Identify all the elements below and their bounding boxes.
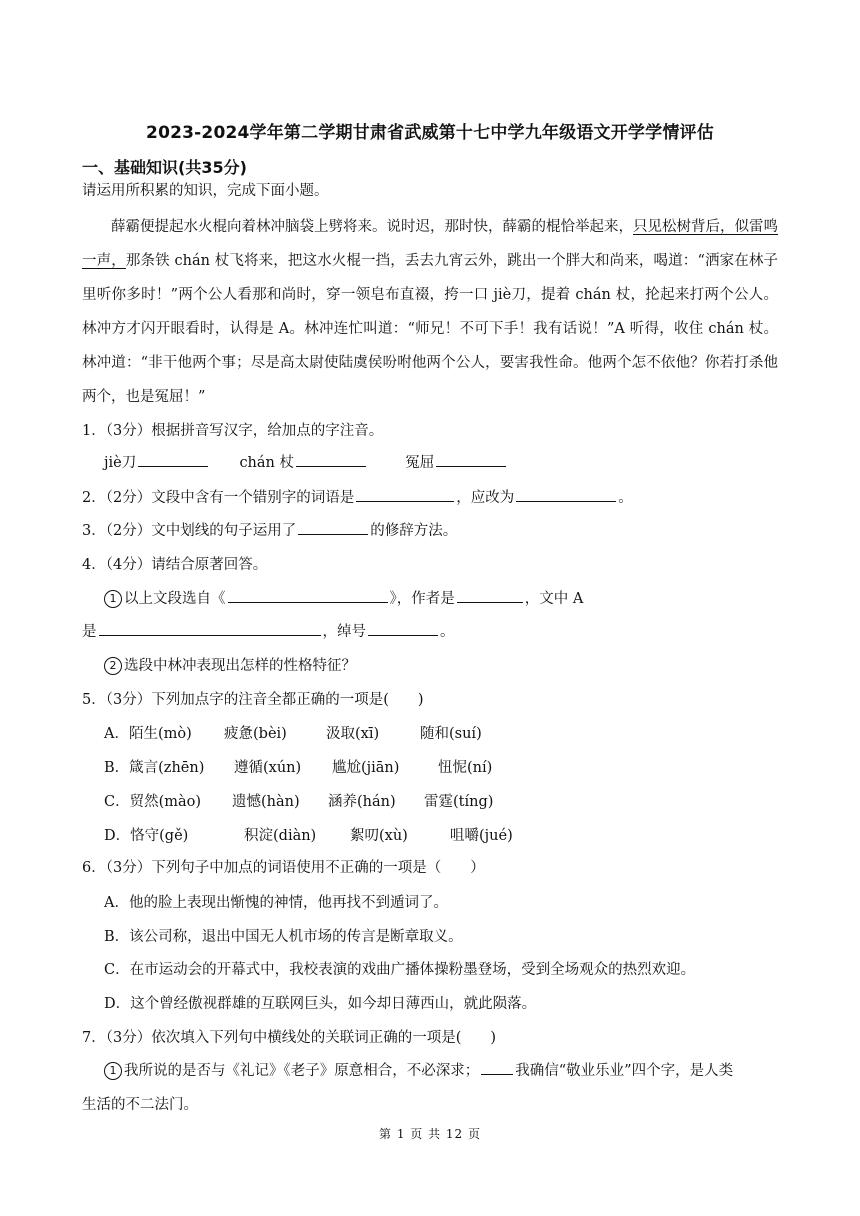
q4-text-c: ，文中 A [524,591,584,607]
q5-option-c[interactable] [104,790,494,811]
q3-text-b: 的修辞方法。 [370,523,458,539]
q1-item-3: 冤屈 [405,455,435,471]
question-4-sub-1 [104,588,583,610]
q4-text-f: 。 [440,624,455,640]
q5-c-3: 涵养(hán) [328,794,396,810]
q7-text-b: 我确信“敬业乐业”四个字，是人类 [515,1063,734,1079]
q5-option-d[interactable] [104,824,513,845]
question-7-sub-1 [104,1060,733,1082]
q5-a-2: 疲惫(bèi) [224,726,287,742]
answer-blank[interactable] [356,487,454,502]
circled-number: 1 [104,1062,122,1080]
answer-blank[interactable] [296,452,366,467]
q5-a-3: 汲取(xī) [326,726,380,742]
section-heading: 一、基础知识(共35分) [82,158,247,177]
answer-blank[interactable] [228,588,388,603]
q1-item-2: chán 杖 [239,455,294,471]
question-1-items [104,452,508,474]
q5-b-1: B．箴言(zhēn) [104,760,205,776]
question-7-sub-1-cont: 生活的不二法门。 [82,1097,198,1113]
q5-b-2: 遵循(xún) [234,760,302,776]
question-3 [82,520,457,542]
q5-option-a[interactable] [104,722,482,743]
page-title: 2023-2024学年第二学期甘肃省武威第十七中学九年级语文开学学情评估 [146,123,714,143]
reading-passage [82,210,778,414]
q6-option-d[interactable]: D．这个曾经傲视群雄的互联网巨头，如今却日薄西山，就此陨落。 [104,996,537,1012]
q5-c-1: C．贸然(mào) [104,794,202,810]
q5-b-3: 尴尬(jiān) [332,760,400,776]
circled-number: 2 [104,657,122,675]
q5-c-4: 雷霆(tíng) [424,794,494,810]
underlined-sentence: 只见松树背后，似雷鸣一声， [82,219,778,269]
question-6-stem: 6．（3分）下列句子中加点的词语使用不正确的一项是（ ） [82,860,485,876]
q6-option-a[interactable]: A．他的脸上表现出惭愧的神情，他再找不到遁词了。 [104,895,448,911]
circled-number: 1 [104,590,122,608]
answer-blank[interactable] [516,487,616,502]
question-7-stem: 7．（3分）依次填入下列句中横线处的关联词正确的一项是( ) [82,1030,497,1046]
page-footer: 第 1 页 共 12 页 [379,1127,481,1141]
q5-d-2: 积淀(diàn) [244,828,317,844]
q5-d-1: D．恪守(gě) [104,828,189,844]
passage-text-1: 薛霸便提起水火棍向着林冲脑袋上劈将来。说时迟，那时快，薛霸的棍恰举起来， [111,219,633,235]
q5-a-4: 随和(suí) [420,726,482,742]
question-2 [82,487,633,509]
question-1-stem: 1．（3分）根据拼音写汉字，给加点的字注音。 [82,423,384,439]
question-5-stem: 5．（3分）下列加点字的注音全都正确的一项是( ) [82,692,424,708]
passage-text-2: 那条铁 chán 杖飞将来，把这水火棍一挡，丢去九宵云外，跳出一个胖大和尚来，喝道：“洒家在林子里听你多时！”两个公人看那和尚时，穿一领皂布直裰，挎一口 jiè刀，提着 chán 杖，抡起来打两个公人。林冲方才闪开眼看时，认得是 A。林冲连忙叫道：“师兄！不可下手！我有话说！”A 听得，收住 chán 杖。林冲道：“非干他两个事；尽是高太尉使陆虞侯吩咐他两个公人，要害我性命。他两个怎不依他？你若打杀他两个，也是冤屈！” [82,253,778,405]
q5-a-1: A．陌生(mò) [104,726,192,742]
q1-item-1: jiè刀 [104,455,137,471]
q2-text-c: 。 [618,490,633,506]
answer-blank[interactable] [457,588,523,603]
q4-text-b: 》，作者是 [389,591,455,607]
answer-blank[interactable] [138,452,208,467]
answer-blank[interactable] [368,621,438,636]
answer-blank[interactable] [436,452,506,467]
question-4-stem: 4．（4分）请结合原著回答。 [82,557,268,573]
q5-d-3: 絮叨(xù) [350,828,408,844]
q5-d-4: 咀嚼(jué) [450,828,513,844]
q4-text-e: ，绰号 [322,624,366,640]
q4-sub2-text: 选段中林冲表现出怎样的性格特征？ [124,658,356,674]
q5-option-b[interactable] [104,756,493,777]
q6-option-c[interactable]: C．在市运动会的开幕式中，我校表演的戏曲广播体操粉墨登场，受到全场观众的热烈欢迎。 [104,962,696,978]
answer-blank[interactable] [298,520,368,535]
question-4-sub-1-cont [82,621,455,643]
q4-text-d: 是 [82,624,97,640]
q2-text-b: ，应改为 [456,490,515,506]
q6-option-b[interactable]: B．该公司称，退出中国无人机市场的传言是断章取义。 [104,929,463,945]
q3-text-a: 3．（2分）文中划线的句子运用了 [82,523,297,539]
question-4-sub-2 [104,655,356,677]
q7-text-a: 我所说的是否与《礼记》《老子》原意相合，不必深求； [124,1063,480,1079]
answer-blank[interactable] [99,621,321,636]
answer-blank[interactable] [481,1060,513,1075]
instruction-text: 请运用所积累的知识，完成下面小题。 [82,183,329,199]
q2-text-a: 2．（2分）文段中含有一个错别字的词语是 [82,490,355,506]
q5-b-4: 忸怩(ní) [438,760,493,776]
q5-c-2: 遗憾(hàn) [232,794,300,810]
q4-text-a: 以上文段选自《 [124,591,226,607]
